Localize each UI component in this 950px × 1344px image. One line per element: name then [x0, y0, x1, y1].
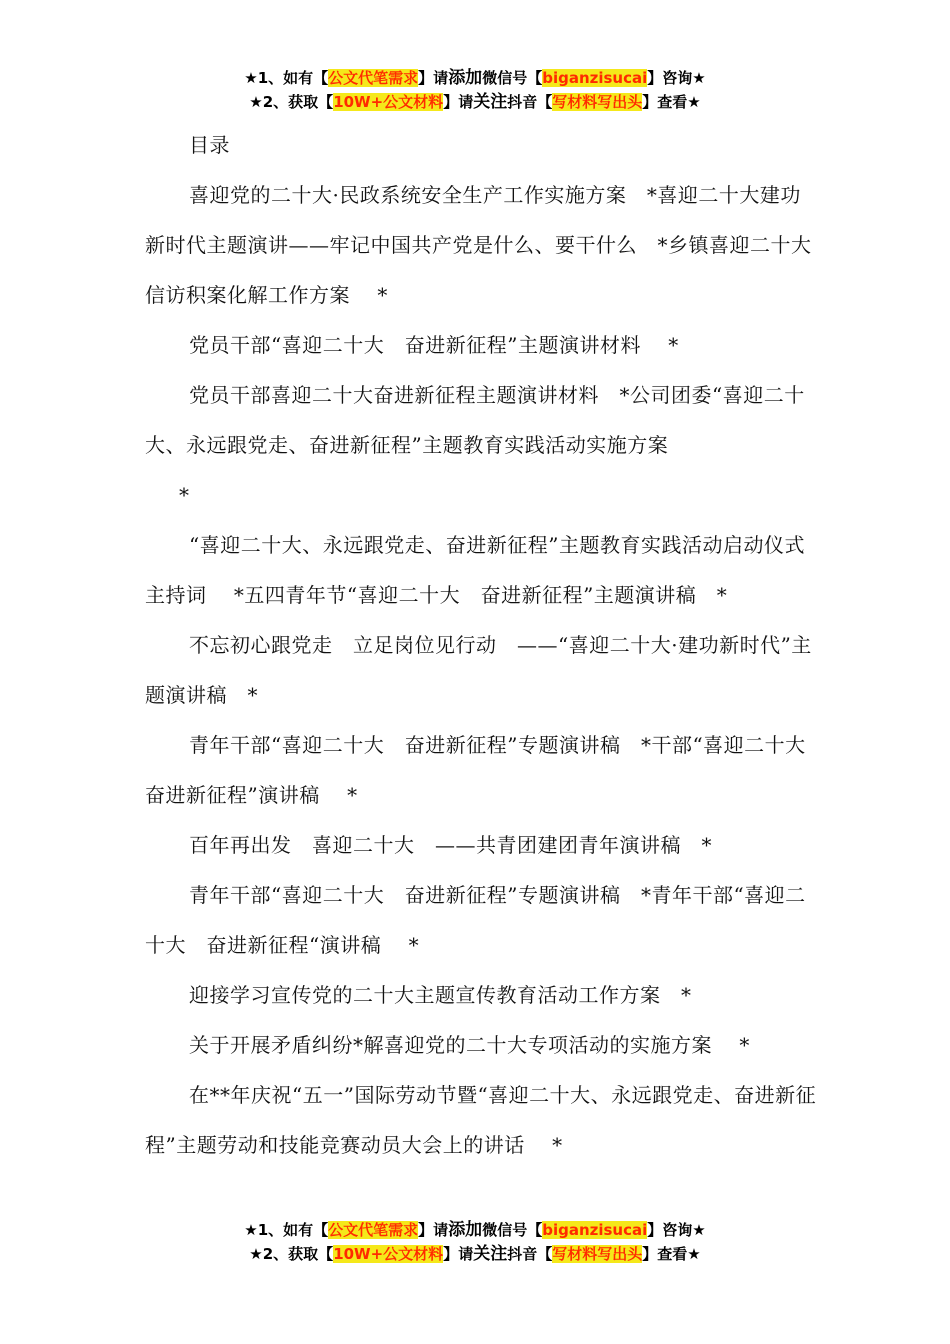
highlight-douyin-account: 写材料写出头 [552, 1245, 643, 1263]
highlight-douyin-account: 写材料写出头 [552, 93, 643, 111]
toc-entry: 喜迎党的二十大·民政系统安全生产工作实施方案 *喜迎二十大建功新时代主题演讲——牢记中国共产党是什么、要干什么 *乡镇喜迎二十大信访积案化解工作方案 * [145, 183, 812, 307]
toc-entry: 党员干部喜迎二十大奋进新征程主题演讲材料 *公司团委“喜迎二十大、永远跟党走、奋进新征程”主题教育实践活动实施方案 [145, 383, 805, 457]
footer-banner [0, 1218, 950, 1266]
highlight-materials: 10W+公文材料 [333, 1245, 444, 1263]
highlight-service: 公文代笔需求 [328, 1221, 419, 1239]
toc-entry: 百年再出发 喜迎二十大 ——共青团建团青年演讲稿 * [189, 833, 712, 857]
toc-entry: 青年干部“喜迎二十大 奋进新征程”专题演讲稿 *青年干部“喜迎二十大 奋进新征程“演讲稿 * [145, 883, 806, 957]
banner-line-1: ★1、如有【公文代笔需求】请添加微信号【biganzisucai】咨询★ [244, 1220, 706, 1240]
header-banner [0, 66, 950, 114]
toc-entry: “喜迎二十大、永远跟党走、奋进新征程”主题教育实践活动启动仪式主持词 *五四青年节“喜迎二十大 奋进新征程”主题演讲稿 * [145, 533, 805, 607]
highlight-wechat-id: biganzisucai [542, 69, 648, 87]
toc-entry: 关于开展矛盾纠纷*解喜迎党的二十大专项活动的实施方案 * [189, 1033, 750, 1057]
toc-entry: 党员干部“喜迎二十大 奋进新征程”主题演讲材料 * [189, 333, 679, 357]
toc-title: 目录 [189, 133, 230, 157]
highlight-wechat-id: biganzisucai [542, 1221, 648, 1239]
toc-content [145, 120, 827, 1170]
banner-line-2: ★2、获取【10W+公文材料】请关注抖音【写材料写出头】查看★ [249, 1244, 701, 1264]
toc-entry: 在**年庆祝“五一”国际劳动节暨“喜迎二十大、永远跟党走、奋进新征程”主题劳动和技能竞赛动员大会上的讲话 * [145, 1083, 817, 1157]
highlight-materials: 10W+公文材料 [333, 93, 444, 111]
toc-entry: 青年干部“喜迎二十大 奋进新征程”专题演讲稿 *干部“喜迎二十大 奋进新征程”演讲稿 * [145, 733, 827, 807]
banner-line-2: ★2、获取【10W+公文材料】请关注抖音【写材料写出头】查看★ [249, 92, 701, 112]
toc-entry: 不忘初心跟党走 立足岗位见行动 ——“喜迎二十大·建功新时代”主题演讲稿 * [145, 633, 812, 707]
toc-entry: 迎接学习宣传党的二十大主题宣传教育活动工作方案 * [189, 983, 692, 1007]
highlight-service: 公文代笔需求 [328, 69, 419, 87]
toc-entry: * [179, 483, 190, 507]
banner-line-1: ★1、如有【公文代笔需求】请添加微信号【biganzisucai】咨询★ [244, 68, 706, 88]
